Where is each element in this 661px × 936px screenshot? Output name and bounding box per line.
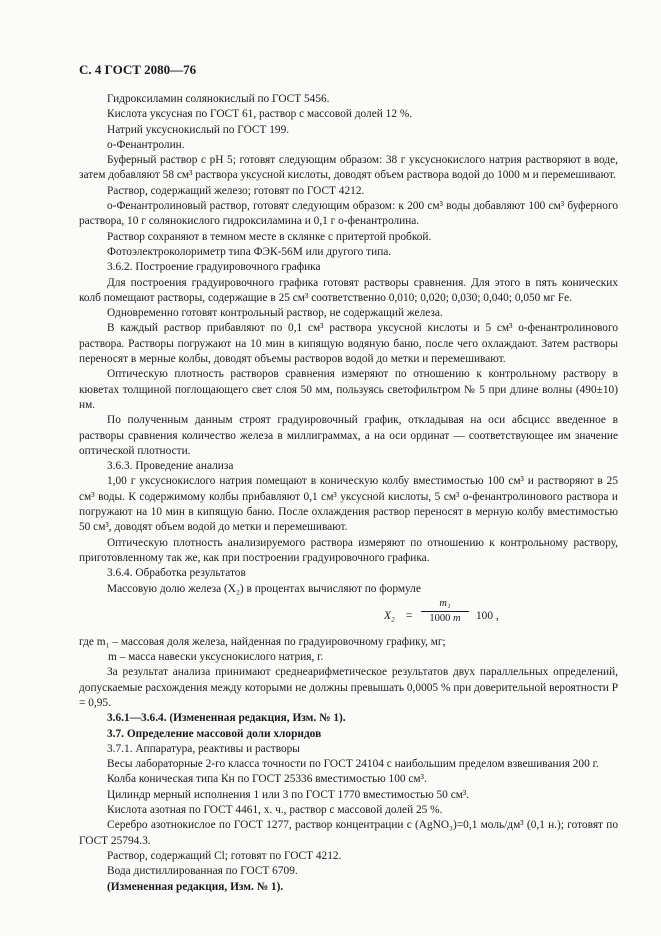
paragraph: Оптическую плотность анализируемого раствора измеряют по отношению к контрольному раствору, приготовленному так же, как при построении градуировочного графика.: [79, 536, 618, 564]
formula-fraction: [421, 597, 469, 626]
formula-multiplier: 100 ,: [476, 609, 499, 622]
edit-note: 3.6.1—3.6.4. (Измененная редакция, Изм. № 1).: [107, 712, 346, 725]
paragraph: Одновременно готовят контрольный раствор, не содержащий железа.: [107, 307, 443, 320]
paragraph: о-Фенантролиновый раствор, готовят следующим образом: к 200 см³ воды добавляют 100 см³ буферного раствора, 10 г солянокислого гидроксиламина и 0,1 г о-фенантролина.: [79, 200, 618, 228]
edit-note: (Измененная редакция, Изм. № 1).: [107, 880, 284, 893]
formula-lhs: X₂: [384, 609, 395, 622]
paragraph: Раствор, содержащий Cl; готовят по ГОСТ 4212.: [107, 849, 342, 862]
paragraph: Натрий уксуснокислый по ГОСТ 199.: [107, 123, 290, 136]
paragraph: Гидроксиламин солянокислый по ГОСТ 5456.: [107, 93, 330, 105]
where-line: m – масса навески уксуснокислого натрия, г.: [108, 651, 324, 664]
paragraph: Колба коническая типа Кн по ГОСТ 25336 вместимостью 100 см³.: [107, 773, 427, 786]
subsection-heading: 3.6.4. Обработка результатов: [107, 567, 246, 580]
subsection-heading: 3.6.3. Проведение анализа: [107, 460, 234, 473]
paragraph: Массовую долю железа (X₂) в процентах вычисляют по формуле: [107, 582, 421, 595]
subsection-heading: 3.6.2. Построение градуировочного графика: [107, 261, 321, 274]
paragraph: В каждый раствор прибавляют по 0,1 см³ раствора уксусной кислоты и 5 см³ о-фенантролинового раствора. Растворы погружают на 10 мин в кипящую водяную баню, после чего охлаждают. Затем растворы переносят в мерные колбы, доводят объемы растворов водой до метки и перемешивают.: [79, 322, 618, 366]
paragraph: По полученным данным строят градуировочный график, откладывая на оси абсцисс введенное в растворы сравнения количество железа в миллиграммах, а на оси ординат — соответствующее им значение оптической плотности.: [79, 414, 618, 457]
paragraph: Буферный раствор с pH 5; готовят следующим образом: 38 г уксуснокислого натрия растворяют в воде, затем добавляют 58 см³ раствора уксусной кислоты, доводят объем раствора водой до 1000 м и перемешивают.: [79, 154, 618, 182]
formula-equals: =: [406, 609, 413, 622]
formula-denominator: [421, 612, 469, 626]
paragraph: о-Фенантролин.: [107, 138, 185, 151]
paragraph: Кислота уксусная по ГОСТ 61, раствор с массовой долей 12 %.: [107, 108, 413, 121]
paragraph: Фотоэлектроколориметр типа ФЭК-56М или другого типа.: [107, 245, 392, 258]
paragraph: Цилиндр мерный исполнения 1 или 3 по ГОСТ 1770 вместимостью 50 см³.: [107, 788, 470, 801]
paragraph: 1,00 г уксуснокислого натрия помещают в коническую колбу вместимостью 100 см³ и растворяют в 25 см³ воды. К содержимому колбы прибавляют 0,1 см³ уксусной кислоты, 5 см³ о-фенантролинового раствора и погружают на 10 мин в кипящую баню. После охлаждения раствор переносят в мерную колбу вместимостью 50 см³, доводят объем водой до метки и перемешивают.: [79, 475, 618, 534]
page-header: С. 4 ГОСТ 2080—76: [79, 62, 197, 77]
paragraph: Вода дистиллированная по ГОСТ 6709.: [107, 865, 298, 878]
paragraph: Оптическую плотность растворов сравнения измеряют по отношению к контрольному раствору в кюветах толщиной поглощающего свет слоя 50 мм, пользуясь светофильтром № 5 при длине волны (490±10) нм.: [79, 368, 618, 411]
subsection-heading: 3.7.1. Аппаратура, реактивы и растворы: [107, 742, 300, 755]
paragraph: Кислота азотная по ГОСТ 4461, х. ч., раствор с массовой долей 25 %.: [107, 804, 443, 817]
paragraph: Раствор, содержащий железо; готовят по ГОСТ 4212.: [107, 184, 365, 197]
paragraph: Весы лабораторные 2-го класса точности по ГОСТ 24104 с наибольшим пределом взвешивания 200 г.: [107, 758, 599, 771]
document-body: [79, 92, 618, 895]
formula-denominator-variable: m: [453, 612, 461, 624]
paragraph: Для построения градуировочного графика готовят растворы сравнения. Для этого в пять конических колб помещают растворы, содержащие в 25 см³ соответственно 0,010; 0,020; 0,030; 0,040; 0,050 мг Fe.: [79, 276, 618, 304]
formula-x2: [79, 597, 618, 635]
section-heading: 3.7. Определение массовой доли хлоридов: [107, 727, 322, 740]
paragraph: За результат анализа принимают среднеарифметическое результатов двух параллельных определений, допускаемые расхождения между которыми не должны превышать 0,0005 % при доверительной вероятности P = 0,95.: [79, 666, 618, 709]
paragraph: Серебро азотнокислое по ГОСТ 1277, раствор концентрации c (AgNO₃)=0,1 моль/дм³ (0,1 н.); готовят по ГОСТ 25794.3.: [79, 819, 618, 847]
formula-denominator-number: 1000: [429, 612, 451, 624]
formula-numerator: m₁: [421, 597, 469, 612]
paragraph: Раствор сохраняют в темном месте в склянке с притертой пробкой.: [107, 230, 432, 243]
where-line: где m₁ – массовая доля железа, найденная по градуировочному графику, мг;: [79, 635, 446, 648]
